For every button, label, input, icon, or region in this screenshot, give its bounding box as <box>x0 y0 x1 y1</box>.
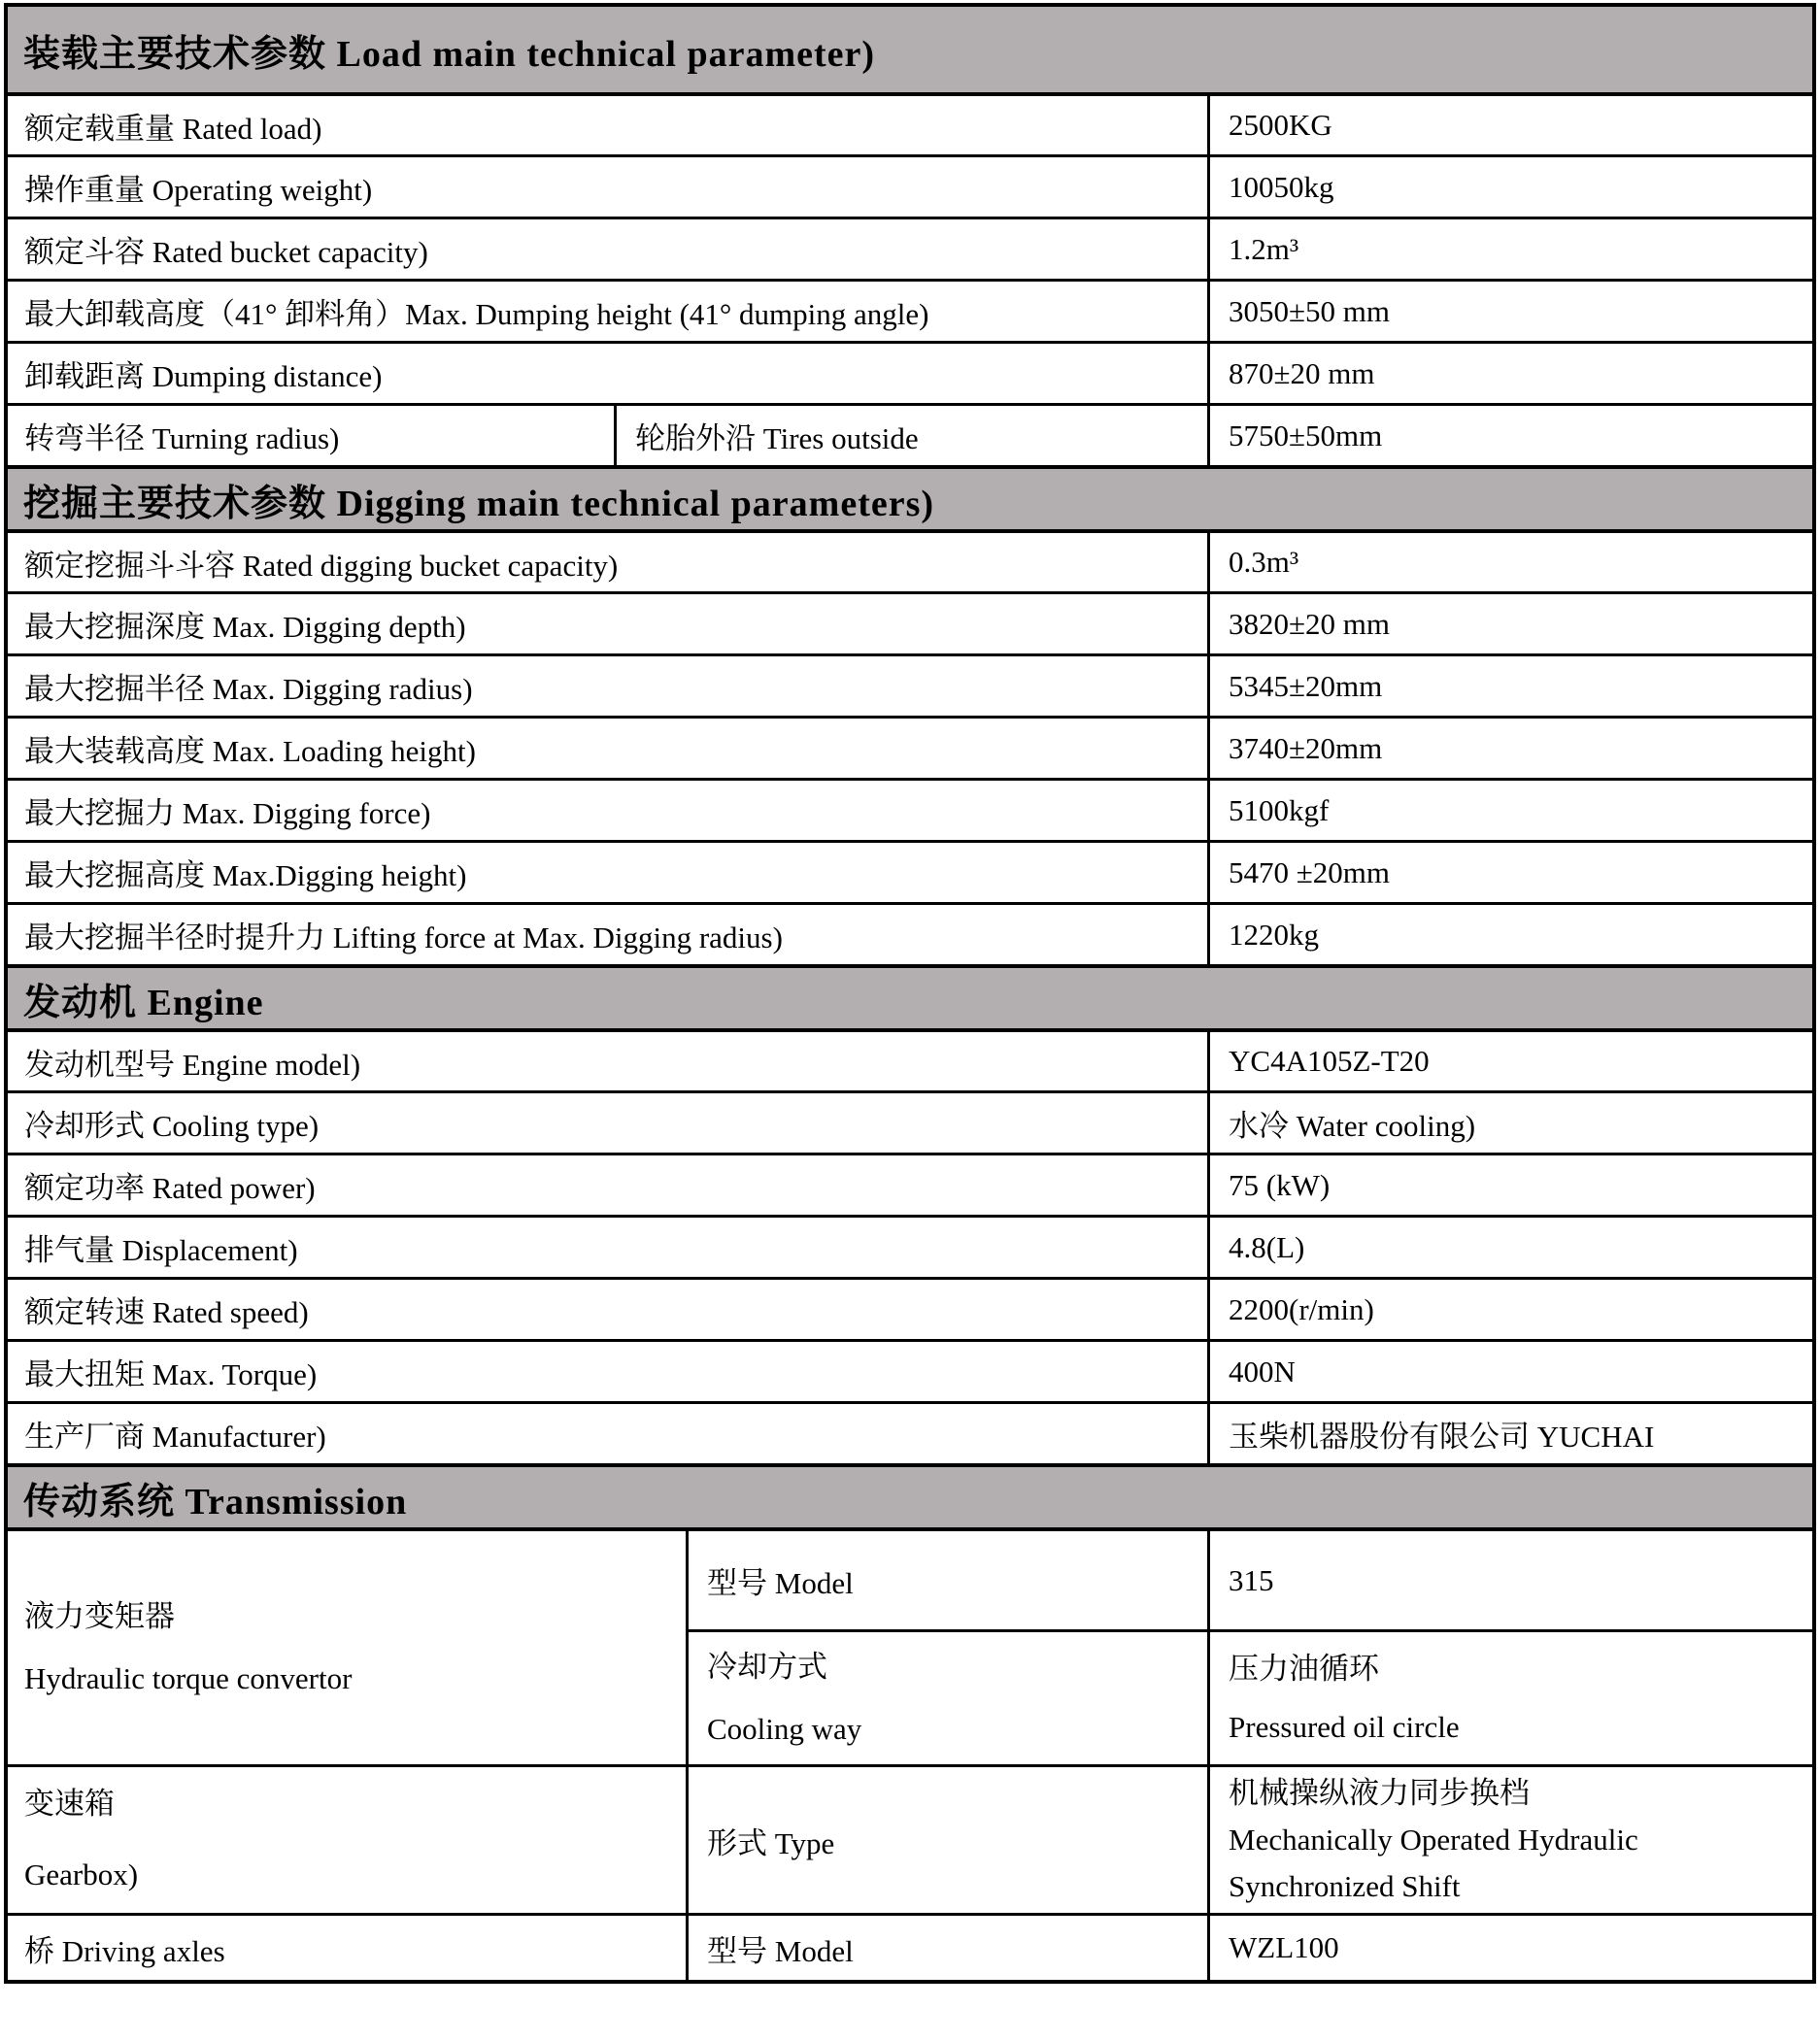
torque-convertor-label-cn: 液力变矩器 <box>24 1599 175 1634</box>
spec-value: YC4A105Z-T20 <box>1207 1032 1812 1090</box>
spec-label: 转弯半径 Turning radius) <box>24 421 340 455</box>
spec-row-max-torque <box>8 1339 1812 1401</box>
spec-value: 3050±50 mm <box>1207 282 1812 341</box>
axles-model-label: 型号 Model <box>686 1913 1207 1980</box>
cooling-way-label-cn: 冷却方式 <box>707 1650 827 1685</box>
torque-convertor-model-value: 315 <box>1207 1531 1812 1629</box>
spec-label: 冷却形式 Cooling type) <box>24 1109 320 1143</box>
spec-value: 400N <box>1207 1342 1812 1401</box>
spec-value: 4.8(L) <box>1207 1218 1812 1277</box>
spec-value: 2200(r/min) <box>1207 1280 1812 1339</box>
gearbox-label-en: Gearbox) <box>24 1857 139 1891</box>
spec-value: 870±20 mm <box>1207 344 1812 403</box>
spec-row-displacement <box>8 1215 1812 1277</box>
spec-label: 最大挖掘力 Max. Digging force) <box>24 796 431 830</box>
spec-label: 额定转速 Rated speed) <box>24 1295 309 1329</box>
spec-label: 额定挖掘斗斗容 Rated digging bucket capacity) <box>24 548 619 583</box>
torque-convertor-model-label: 型号 Model <box>686 1531 1207 1629</box>
spec-row-rated-speed <box>8 1277 1812 1339</box>
section-header-digging: 挖掘主要技术参数 Digging main technical parameters) <box>8 465 1812 529</box>
spec-label: 额定载重量 Rated load) <box>24 111 322 146</box>
spec-row-digging-height <box>8 840 1812 902</box>
spec-label: 最大挖掘高度 Max.Digging height) <box>24 858 467 892</box>
spec-value: 2500KG <box>1207 96 1812 154</box>
spec-value: 3740±20mm <box>1207 719 1812 778</box>
spec-value: 水冷 Water cooling) <box>1207 1093 1812 1153</box>
spec-row-dumping-height <box>8 279 1812 341</box>
spec-row-engine-model <box>8 1028 1812 1090</box>
spec-row-lifting-force <box>8 902 1812 964</box>
spec-sub-label: 轮胎外沿 Tires outside <box>614 406 1207 465</box>
torque-convertor-label-en: Hydraulic torque convertor <box>24 1661 353 1695</box>
spec-row-cooling-type <box>8 1090 1812 1153</box>
spec-value: 5470 ±20mm <box>1207 843 1812 902</box>
spec-value: 5345±20mm <box>1207 656 1812 716</box>
spec-label: 最大挖掘深度 Max. Digging depth) <box>24 610 466 644</box>
spec-row-bucket-capacity <box>8 217 1812 279</box>
torque-convertor-cooling-label <box>686 1629 1207 1764</box>
cooling-way-value-en: Pressured oil circle <box>1229 1710 1460 1744</box>
spec-row-digging-depth <box>8 591 1812 653</box>
spec-label: 额定斗容 Rated bucket capacity) <box>24 235 428 269</box>
gearbox-type-value-en2: Synchronized Shift <box>1229 1869 1461 1904</box>
spec-label: 生产厂商 Manufacturer) <box>24 1420 326 1454</box>
spec-label: 额定功率 Rated power) <box>24 1171 316 1205</box>
spec-value: 5750±50mm <box>1207 406 1812 465</box>
spec-row-rated-power <box>8 1153 1812 1215</box>
cooling-way-label-en: Cooling way <box>707 1712 862 1746</box>
spec-value: 0.3m³ <box>1207 533 1812 591</box>
spec-value: 1220kg <box>1207 905 1812 964</box>
spec-value: 3820±20 mm <box>1207 594 1812 653</box>
spec-label: 发动机型号 Engine model) <box>24 1047 361 1082</box>
spec-value: 10050kg <box>1207 157 1812 217</box>
spec-label: 最大卸载高度（41° 卸料角）Max. Dumping height (41° dumping angle) <box>24 297 929 331</box>
spec-label: 最大扭矩 Max. Torque) <box>24 1357 318 1391</box>
spec-row-loading-height <box>8 716 1812 778</box>
gearbox-label <box>8 1764 686 1913</box>
spec-label: 排气量 Displacement) <box>24 1233 298 1267</box>
spec-value: 1.2m³ <box>1207 219 1812 279</box>
spec-label: 最大挖掘半径时提升力 Lifting force at Max. Digging radius) <box>24 920 783 954</box>
spec-row-operating-weight <box>8 154 1812 217</box>
spec-label: 最大挖掘半径 Max. Digging radius) <box>24 672 473 706</box>
spec-table <box>4 3 1816 1984</box>
section-header-transmission: 传动系统 Transmission <box>8 1463 1812 1527</box>
torque-convertor-cooling-value <box>1207 1629 1812 1764</box>
gearbox-type-value-en1: Mechanically Operated Hydraulic <box>1229 1822 1638 1857</box>
spec-row-digging-bucket-capacity <box>8 529 1812 591</box>
spec-value: 75 (kW) <box>1207 1155 1812 1215</box>
spec-label: 最大装载高度 Max. Loading height) <box>24 734 476 768</box>
spec-value: 玉柴机器股份有限公司 YUCHAI <box>1207 1404 1812 1463</box>
spec-row-digging-force <box>8 778 1812 840</box>
gearbox-label-cn: 变速箱 <box>24 1787 115 1822</box>
spec-row-dumping-distance <box>8 341 1812 403</box>
torque-convertor-label <box>8 1531 686 1764</box>
transmission-grid <box>8 1527 1812 1980</box>
axles-label: 桥 Driving axles <box>8 1913 686 1980</box>
section-header-engine: 发动机 Engine <box>8 964 1812 1028</box>
spec-row-rated-load <box>8 92 1812 154</box>
spec-label: 操作重量 Operating weight) <box>24 173 373 207</box>
gearbox-type-label: 形式 Type <box>686 1764 1207 1913</box>
spec-row-turning-radius <box>8 403 1812 465</box>
gearbox-type-value-cn: 机械操纵液力同步换档 <box>1229 1775 1530 1810</box>
spec-row-digging-radius <box>8 653 1812 716</box>
cooling-way-value-cn: 压力油循环 <box>1229 1651 1379 1686</box>
spec-row-manufacturer <box>8 1401 1812 1463</box>
spec-value: 5100kgf <box>1207 781 1812 840</box>
axles-model-value: WZL100 <box>1207 1913 1812 1980</box>
section-header-load: 装载主要技术参数 Load main technical parameter) <box>8 7 1812 92</box>
spec-label: 卸载距离 Dumping distance) <box>24 359 383 393</box>
gearbox-type-value <box>1207 1764 1812 1913</box>
